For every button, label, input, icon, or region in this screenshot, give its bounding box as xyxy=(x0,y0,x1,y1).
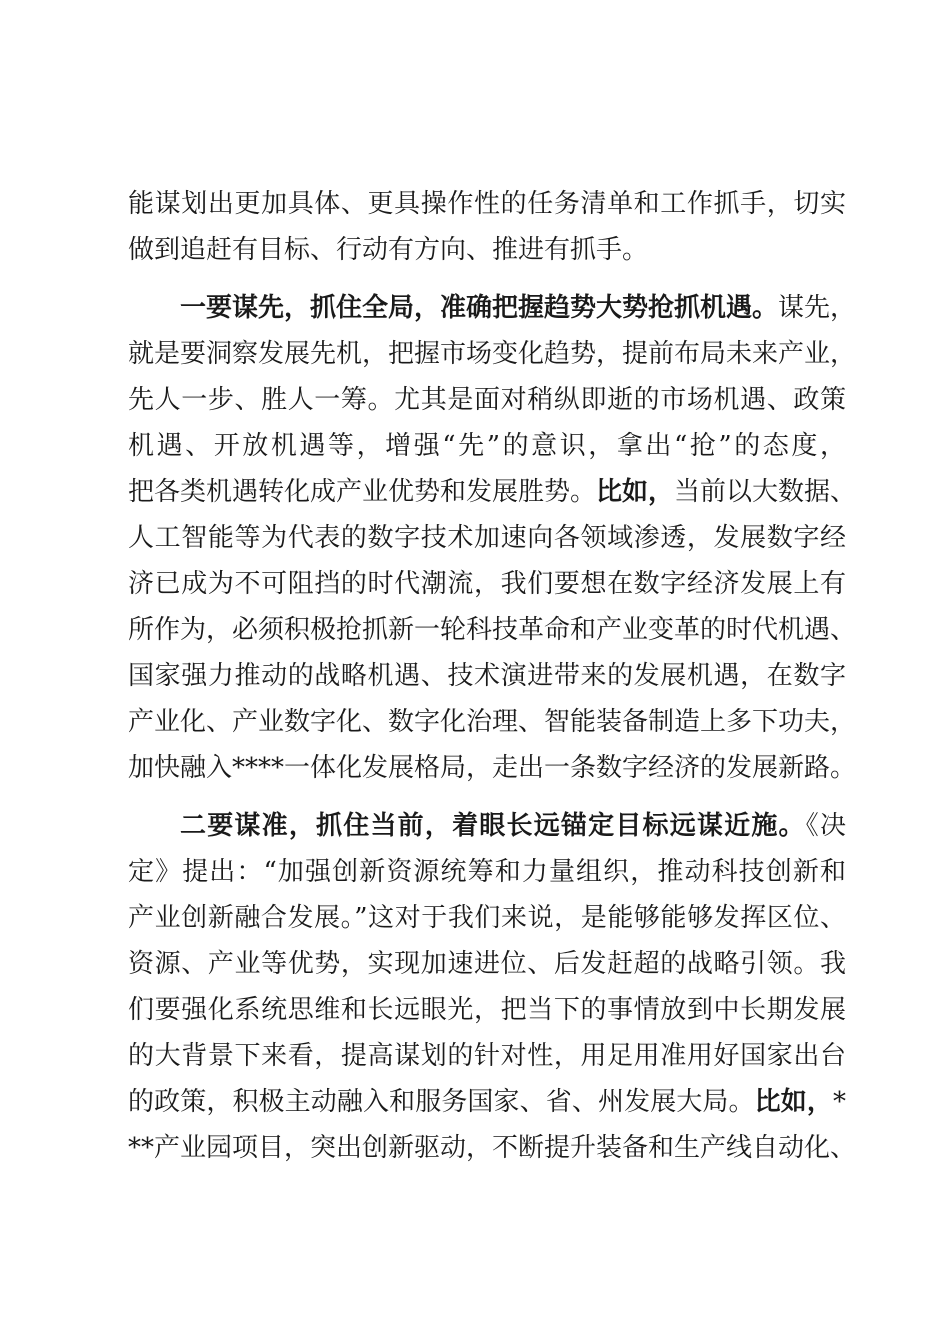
text-line xyxy=(128,987,846,1033)
text-line xyxy=(128,1079,846,1125)
text-segment: 人工智能等为代表的数字技术加速向各领域渗透，发展数字经 xyxy=(128,523,846,553)
text-line xyxy=(128,1033,846,1079)
text-line xyxy=(128,331,857,377)
text-line xyxy=(128,181,846,227)
text-line xyxy=(128,227,846,273)
text-line xyxy=(128,895,846,941)
text-segment: 机遇、开放机遇等，增强“先”的意识，拿出“抢”的态度， xyxy=(128,431,846,461)
emphasis-segment: 比如， xyxy=(754,1087,833,1117)
text-segment: 把各类机遇转化成产业优势和发展胜势。 xyxy=(128,477,597,507)
text-segment: 的大背景下来看，提高谋划的针对性，用足用准用好国家出台 xyxy=(128,1041,846,1071)
text-segment: 先人一步、胜人一筹。尤其是面对稍纵即逝的市场机遇、政策 xyxy=(128,385,846,415)
text-line xyxy=(128,1125,857,1171)
text-segment: 所作为，必须积极抢抓新一轮科技革命和产业变革的时代机遇、 xyxy=(128,615,857,645)
text-segment: 当前以大数据、 xyxy=(674,477,857,507)
text-segment: 济已成为不可阻挡的时代潮流，我们要想在数字经济发展上有 xyxy=(128,569,846,599)
text-line xyxy=(128,849,846,895)
paragraph-first-point xyxy=(128,285,857,791)
text-line xyxy=(128,423,846,469)
paragraph-continuation xyxy=(128,181,846,273)
text-line xyxy=(128,469,857,515)
text-line xyxy=(128,285,857,331)
text-segment: 做到追赶有目标、行动有方向、推进有抓手。 xyxy=(128,235,649,265)
text-line xyxy=(128,803,846,849)
text-segment: 产业化、产业数字化、数字化治理、智能装备制造上多下功夫， xyxy=(128,707,857,737)
document-body xyxy=(128,181,857,1171)
text-segment: 国家强力推动的战略机遇、技术演进带来的发展机遇，在数字 xyxy=(128,661,846,691)
text-segment: 能谋划出更加具体、更具操作性的任务清单和工作抓手，切实 xyxy=(128,189,846,219)
text-line xyxy=(128,515,846,561)
text-segment: 定》提出：“加强创新资源统筹和力量组织，推动科技创新和 xyxy=(128,857,846,887)
heading-segment: 二要谋准，抓住当前，着眼长远锚定目标远谋近施。 xyxy=(180,811,806,841)
text-segment: **产业园项目，突出创新驱动，不断提升装备和生产线自动化、 xyxy=(128,1133,857,1163)
text-segment: 就是要洞察发展先机，把握市场变化趋势，提前布局未来产业， xyxy=(128,339,857,369)
text-segment: 《决 xyxy=(805,811,846,841)
text-line xyxy=(128,607,857,653)
text-line xyxy=(128,561,846,607)
emphasis-segment: 比如， xyxy=(596,477,675,507)
text-segment: 谋先， xyxy=(778,293,857,323)
text-segment: 加快融入****一体化发展格局，走出一条数字经济的发展新路。 xyxy=(128,753,857,783)
text-line xyxy=(128,941,846,987)
text-segment: 产业创新融合发展。”这对于我们来说，是能够能够发挥区位、 xyxy=(128,903,846,933)
text-segment: 的政策，积极主动融入和服务国家、省、州发展大局。 xyxy=(128,1087,755,1117)
text-line xyxy=(128,699,857,745)
text-segment: * xyxy=(832,1087,846,1117)
text-line xyxy=(128,377,846,423)
text-line xyxy=(128,653,846,699)
paragraph-second-point xyxy=(128,803,857,1171)
heading-segment: 一要谋先，抓住全局，准确把握趋势大势抢抓机遇。 xyxy=(180,293,779,323)
text-segment: 们要强化系统思维和长远眼光，把当下的事情放到中长期发展 xyxy=(128,995,846,1025)
text-segment: 资源、产业等优势，实现加速进位、后发赶超的战略引领。我 xyxy=(128,949,846,979)
text-line xyxy=(128,745,857,791)
